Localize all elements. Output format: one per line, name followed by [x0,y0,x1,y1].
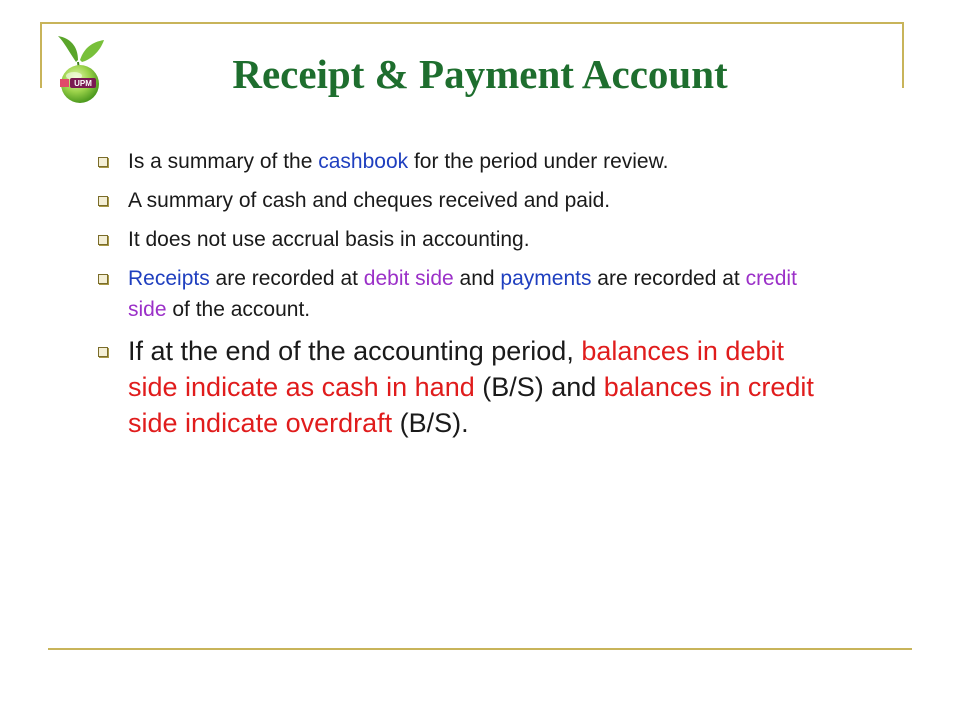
bullet-item [96,146,836,177]
bullet-item [96,224,836,255]
bullet-text-segment: (B/S). [392,408,469,438]
bullet-text-segment: and [453,267,501,290]
square-bullet-icon [98,274,108,284]
square-bullet-icon [98,196,108,206]
bullet-text-segment: balances in credit side indicate overdraft [128,372,814,438]
frame-bottom-line [48,648,912,650]
square-bullet-icon [98,235,108,245]
bullet-text-segment: debit side [363,267,454,290]
frame-top-line [40,22,904,24]
bullet-text-segment: of the account. [166,298,311,321]
square-bullet-icon [98,157,108,167]
bullet-text-segment: (B/S) and [474,372,604,402]
slide-title: Receipt & Payment Account [232,51,728,97]
bullet-text-segment: balances in debit side indicate as cash in hand [128,336,784,402]
bullet-item [96,333,836,441]
bullet-text-segment: If at the end of the accounting period, [128,336,582,366]
bullet-text-segment: Receipts [128,267,210,290]
bullet-text-segment: for the period under review. [408,150,669,173]
bullet-item [96,185,836,216]
bullet-text-segment: are recorded at [209,267,364,290]
bullet-text-segment: A summary of cash and cheques received and paid. [128,189,611,212]
bullet-text-segment: credit side [128,267,797,321]
bullet-text-segment: Is a summary of the [128,150,319,173]
bullet-text-segment: cashbook [318,150,409,173]
bullet-item [96,263,836,325]
logo-text: UPM [74,79,92,88]
bullet-list [96,146,836,441]
bullet-text-segment: It does not use accrual basis in accounting. [128,228,530,251]
square-bullet-icon [98,347,108,357]
bullet-text-segment: are recorded at [591,267,746,290]
bullet-text-segment: payments [500,267,592,290]
